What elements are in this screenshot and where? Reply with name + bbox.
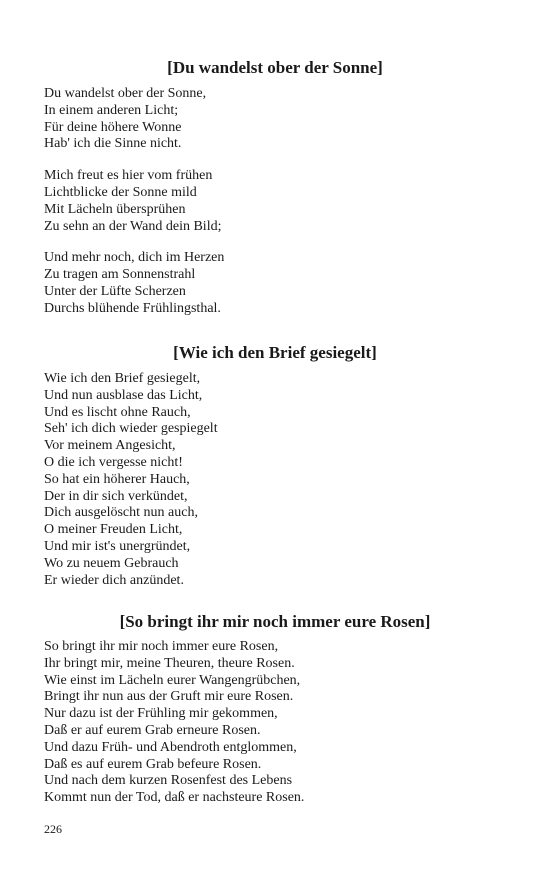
- verse-line: Für deine höhere Wonne: [44, 119, 182, 135]
- verse-line: In einem anderen Licht;: [44, 102, 179, 118]
- verse-line: O die ich vergesse nicht!: [44, 454, 183, 470]
- verse-line: Kommt nun der Tod, daß er nachsteure Rosen.: [44, 790, 305, 806]
- verse-line: Wo zu neuem Gebrauch: [44, 555, 179, 571]
- verse-line: Nur dazu ist der Frühling mir gekommen,: [44, 706, 278, 722]
- poem-body-2: [44, 371, 514, 589]
- verse-line: Und dazu Früh- und Abendroth entglommen,: [44, 739, 297, 755]
- verse-line: Seh' ich dich wieder gespiegelt: [44, 421, 218, 437]
- verse-line: Vor meinem Angesicht,: [44, 438, 176, 454]
- verse-line: Durchs blühende Frühlingsthal.: [44, 300, 221, 316]
- verse-line: Wie ich den Brief gesiegelt,: [44, 371, 201, 386]
- stanza: [44, 86, 514, 153]
- stanza: [44, 371, 514, 589]
- verse-line: So hat ein höherer Hauch,: [44, 471, 190, 487]
- poem-title-1: [Du wandelst ober der Sonne]: [167, 58, 383, 77]
- verse-line: Zu tragen am Sonnenstrahl: [44, 267, 196, 283]
- stanza: [44, 639, 514, 807]
- verse-line: Daß es auf eurem Grab befeure Rosen.: [44, 756, 262, 772]
- poem-body-1: [44, 86, 514, 318]
- verse-line: Du wandelst ober der Sonne,: [44, 86, 207, 101]
- stanza: [44, 168, 514, 235]
- verse-line: Mich freut es hier vom frühen: [44, 168, 213, 184]
- verse-line: Hab' ich die Sinne nicht.: [44, 136, 182, 152]
- verse-line: So bringt ihr mir noch immer eure Rosen,: [44, 639, 279, 654]
- verse-line: Und nach dem kurzen Rosenfest des Lebens: [44, 773, 293, 789]
- poem-body-3: [44, 639, 514, 807]
- stanza: [44, 250, 514, 317]
- verse-line: Und nun ausblase das Licht,: [44, 387, 203, 403]
- verse-line: Lichtblicke der Sonne mild: [44, 184, 197, 200]
- verse-line: Bringt ihr nun aus der Gruft mir eure Rosen.: [44, 689, 294, 705]
- verse-line: Zu sehn an der Wand dein Bild;: [44, 218, 222, 234]
- verse-line: Und es lischt ohne Rauch,: [44, 404, 191, 420]
- verse-line: Ihr bringt mir, meine Theuren, theure Rosen.: [44, 655, 295, 671]
- poem-title-3: [So bringt ihr mir noch immer eure Rosen]: [119, 612, 431, 631]
- verse-line: Daß er auf eurem Grab erneure Rosen.: [44, 722, 261, 738]
- verse-line: Unter der Lüfte Scherzen: [44, 283, 186, 299]
- verse-line: Dich ausgelöscht nun auch,: [44, 505, 198, 521]
- verse-line: O meiner Freuden Licht,: [44, 522, 183, 538]
- verse-line: Und mir ist's unergründet,: [44, 538, 191, 554]
- page-number: 226: [44, 822, 62, 836]
- verse-line: Wie einst im Lächeln eurer Wangengrübchen,: [44, 672, 301, 688]
- verse-line: Mit Lächeln übersprühen: [44, 201, 186, 217]
- verse-line: Und mehr noch, dich im Herzen: [44, 250, 225, 266]
- verse-line: Der in dir sich verkündet,: [44, 488, 188, 504]
- verse-line: Er wieder dich anzündet.: [44, 572, 184, 588]
- poem-title-2: [Wie ich den Brief gesiegelt]: [173, 343, 377, 362]
